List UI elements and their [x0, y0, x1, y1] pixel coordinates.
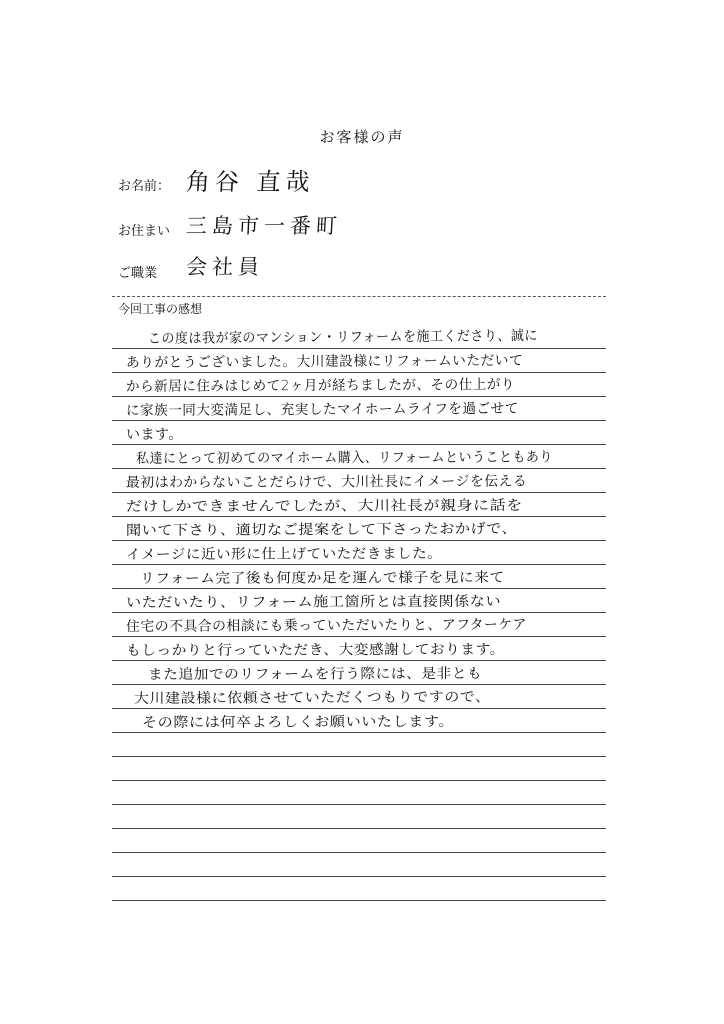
- handwritten-line: 住宅の不具合の相談にも乗っていただいたりと、アフターケア: [125, 616, 528, 635]
- residence-value: 三島市一番町: [185, 214, 343, 238]
- section-divider: [112, 296, 606, 297]
- ruled-line: [112, 612, 606, 613]
- ruled-line: [112, 540, 606, 541]
- handwritten-line: 最初はわからないことだらけで、大川社長にイメージを伝える: [125, 473, 528, 491]
- handwritten-line: だけしかできませんでしたが、大川社長が親身に話を: [125, 497, 523, 515]
- occupation-value: 会社員: [185, 255, 265, 279]
- handwritten-line: から新居に住みはじめて2ヶ月が経ちましたが、その仕上がり: [125, 376, 515, 395]
- ruled-writing-area: [112, 324, 606, 912]
- handwritten-line: イメージに近い形に仕上げていただきました。: [125, 545, 443, 563]
- ruled-line: [112, 564, 606, 565]
- ruled-line: [112, 852, 606, 853]
- name-label: お名前：: [118, 179, 171, 194]
- occupation-label: ご職業: [118, 266, 158, 281]
- form-title: お客様の声: [319, 128, 405, 146]
- handwritten-line: 聞いて下さり、適切なご提案をして下さったおかげで、: [125, 521, 518, 539]
- ruled-line: [112, 420, 606, 421]
- handwritten-line: 大川建設様に依頼させていただくつもりですので、: [133, 689, 491, 707]
- ruled-line: [112, 372, 606, 373]
- handwritten-line: 私達にとって初めてのマイホーム購入、リフォームということもあり: [135, 449, 553, 467]
- handwritten-line: ありがとうございました。大川建設様にリフォームいただいて: [125, 352, 524, 371]
- ruled-line: [112, 492, 606, 493]
- ruled-line: [112, 636, 606, 637]
- handwritten-line: リフォーム完了後も何度か足を運んで様子を見に来て: [139, 569, 505, 587]
- ruled-line: [112, 684, 606, 685]
- ruled-line: [112, 900, 606, 901]
- ruled-line: [112, 468, 606, 469]
- ruled-line: [112, 876, 606, 877]
- ruled-line: [112, 396, 606, 397]
- ruled-line: [112, 660, 606, 661]
- ruled-line: [112, 516, 606, 517]
- ruled-line: [112, 732, 606, 733]
- handwritten-line: に家族一同大変満足し、充実したマイホームライフを過ごせて: [125, 400, 519, 419]
- ruled-line: [112, 348, 606, 349]
- ruled-line: [112, 828, 606, 829]
- ruled-line: [112, 780, 606, 781]
- handwritten-line: いただいたり、リフォーム施工箇所とは直接関係ない: [125, 593, 502, 611]
- section-heading: 今回工事の感想: [118, 302, 203, 316]
- ruled-line: [112, 756, 606, 757]
- handwritten-line: また追加でのリフォームを行う際には、是非とも: [147, 665, 483, 683]
- ruled-line: [112, 444, 606, 445]
- ruled-line: [112, 804, 606, 805]
- handwritten-line: もしっかりと行っていただき、大変感謝しております。: [125, 641, 505, 659]
- handwritten-line: います。: [126, 427, 183, 443]
- handwritten-line: この度は我が家のマンション・リフォームを施工くださり、誠に: [147, 328, 538, 347]
- name-value: 角谷 直哉: [185, 168, 316, 196]
- ruled-line: [112, 588, 606, 589]
- handwritten-line: その際には何卒よろしくお願いいたします。: [141, 713, 455, 731]
- ruled-line: [112, 708, 606, 709]
- residence-label: お住まい: [118, 224, 171, 239]
